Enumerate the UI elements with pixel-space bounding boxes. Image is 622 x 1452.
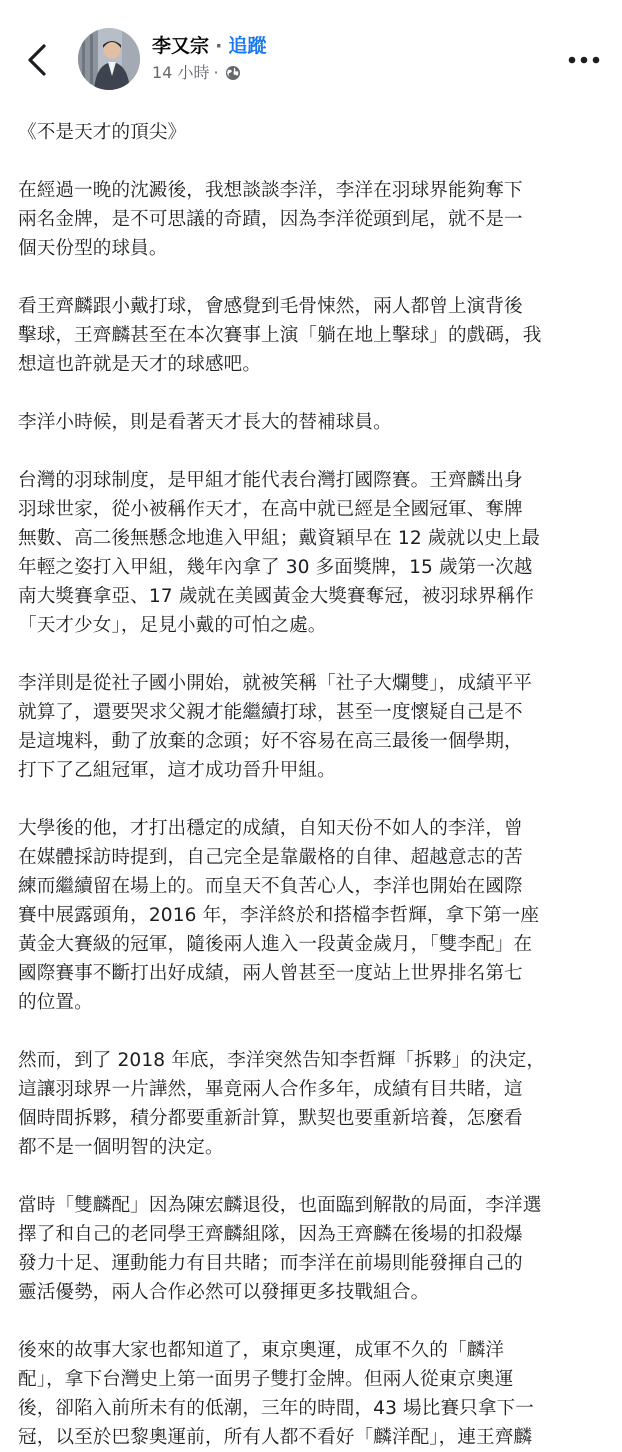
post-timestamp[interactable]: 14 小時 <box>152 63 210 82</box>
post-paragraph: 台灣的羽球制度，是甲組才能代表台灣打國際賽。王齊麟出身 羽球世家，從小被稱作天才，在高中就已經是全國冠軍、奪牌 無數、高二後無懸念地進入甲組；戴資穎早在 12 歲就以史上最 年輕之姿打入甲組，幾年內拿了 30 多面獎牌，15 歲第一次越 南大獎賽拿亞、17 歲就在美國黃金大獎賽奪冠，被羽球界稱作 「天才少女」，足見小戴的可怕之處。 <box>18 470 540 636</box>
post-paragraph: 當時「雙麟配」因為陳宏麟退役，也面臨到解散的局面，李洋選 擇了和自己的老同學王齊麟組隊，因為王齊麟在後場的扣殺爆 發力十足、運動能力有目共睹；而李洋在前場則能發揮自己的 靈活優勢，兩人合作必然可以發揮更多技戰組合。 <box>18 1195 542 1303</box>
author-name[interactable]: 李又宗 <box>152 35 210 57</box>
meta-separator: · <box>213 63 219 82</box>
avatar-photo <box>78 28 140 90</box>
post-paragraph: 然而，到了 2018 年底，李洋突然告知李哲輝「拆夥」的決定， 這讓羽球界一片譁然，畢竟兩人合作多年，成績有目共睹，這 個時間拆夥，積分都要重新計算，默契也要重新培養，怎麼看 都不是一個明智的決定。 <box>18 1050 546 1158</box>
name-separator: · <box>215 35 223 57</box>
post-paragraph: 李洋小時候，則是看著天才長大的替補球員。 <box>18 412 392 433</box>
post-header <box>0 0 622 112</box>
follow-button[interactable]: 追蹤 <box>228 35 267 57</box>
post-body <box>18 118 606 1452</box>
back-button[interactable] <box>18 40 58 80</box>
author-avatar[interactable] <box>78 28 140 90</box>
post-title: 《不是天才的頂尖》 <box>18 122 187 143</box>
post-paragraph: 看王齊麟跟小戴打球，會感覺到毛骨悚然，兩人都曾上演背後 擊球，王齊麟甚至在本次賽事上演「躺在地上擊球」的戲碼，我 想這也許就是天才的球感吧。 <box>18 296 542 375</box>
globe-icon <box>225 65 241 81</box>
post-meta <box>152 62 241 84</box>
chevron-left-icon <box>18 40 58 80</box>
post-paragraph: 後來的故事大家也都知道了，東京奧運，成軍不久的「麟洋 配」，拿下台灣史上第一面男子雙打金牌。但兩人從東京奧運 後，卻陷入前所未有的低潮，三年的時間，43 場比賽只拿下一 冠，以至於巴黎奧運前，所有人都不看好「麟洋配」，連王齊麟 <box>18 1340 534 1448</box>
post-paragraph: 在經過一晚的沈澱後，我想談談李洋，李洋在羽球界能夠奪下 兩名金牌，是不可思議的奇蹟，因為李洋從頭到尾，就不是一 個天份型的球員。 <box>18 180 523 259</box>
more-horizontal-icon <box>566 48 602 72</box>
author-line <box>152 34 266 58</box>
post-paragraph: 李洋則是從社子國小開始，就被笑稱「社子大爛雙」，成績平平 就算了，還要哭求父親才能繼續打球，甚至一度懷疑自己是不 是這塊料，動了放棄的念頭；好不容易在高三最後一個學期， 打下了乙組冠軍，這才成功晉升甲組。 <box>18 673 533 781</box>
post-paragraph: 大學後的他，才打出穩定的成績，自知天份不如人的李洋，曾 在媒體採訪時提到，自己完全是靠嚴格的自律、超越意志的苦 練而繼續留在場上的。而皇天不負苦心人，李洋也開始在國際 賽中展露頭角，2016 年，李洋終於和搭檔李哲輝，拿下第一座 黃金大賽級的冠軍，隨後兩人進入一段黃金歲月，「雙李配」在 國際賽事不斷打出好成績，兩人曾甚至一度站上世界排名第七 的位置。 <box>18 818 540 1013</box>
more-options-button[interactable] <box>566 48 602 72</box>
